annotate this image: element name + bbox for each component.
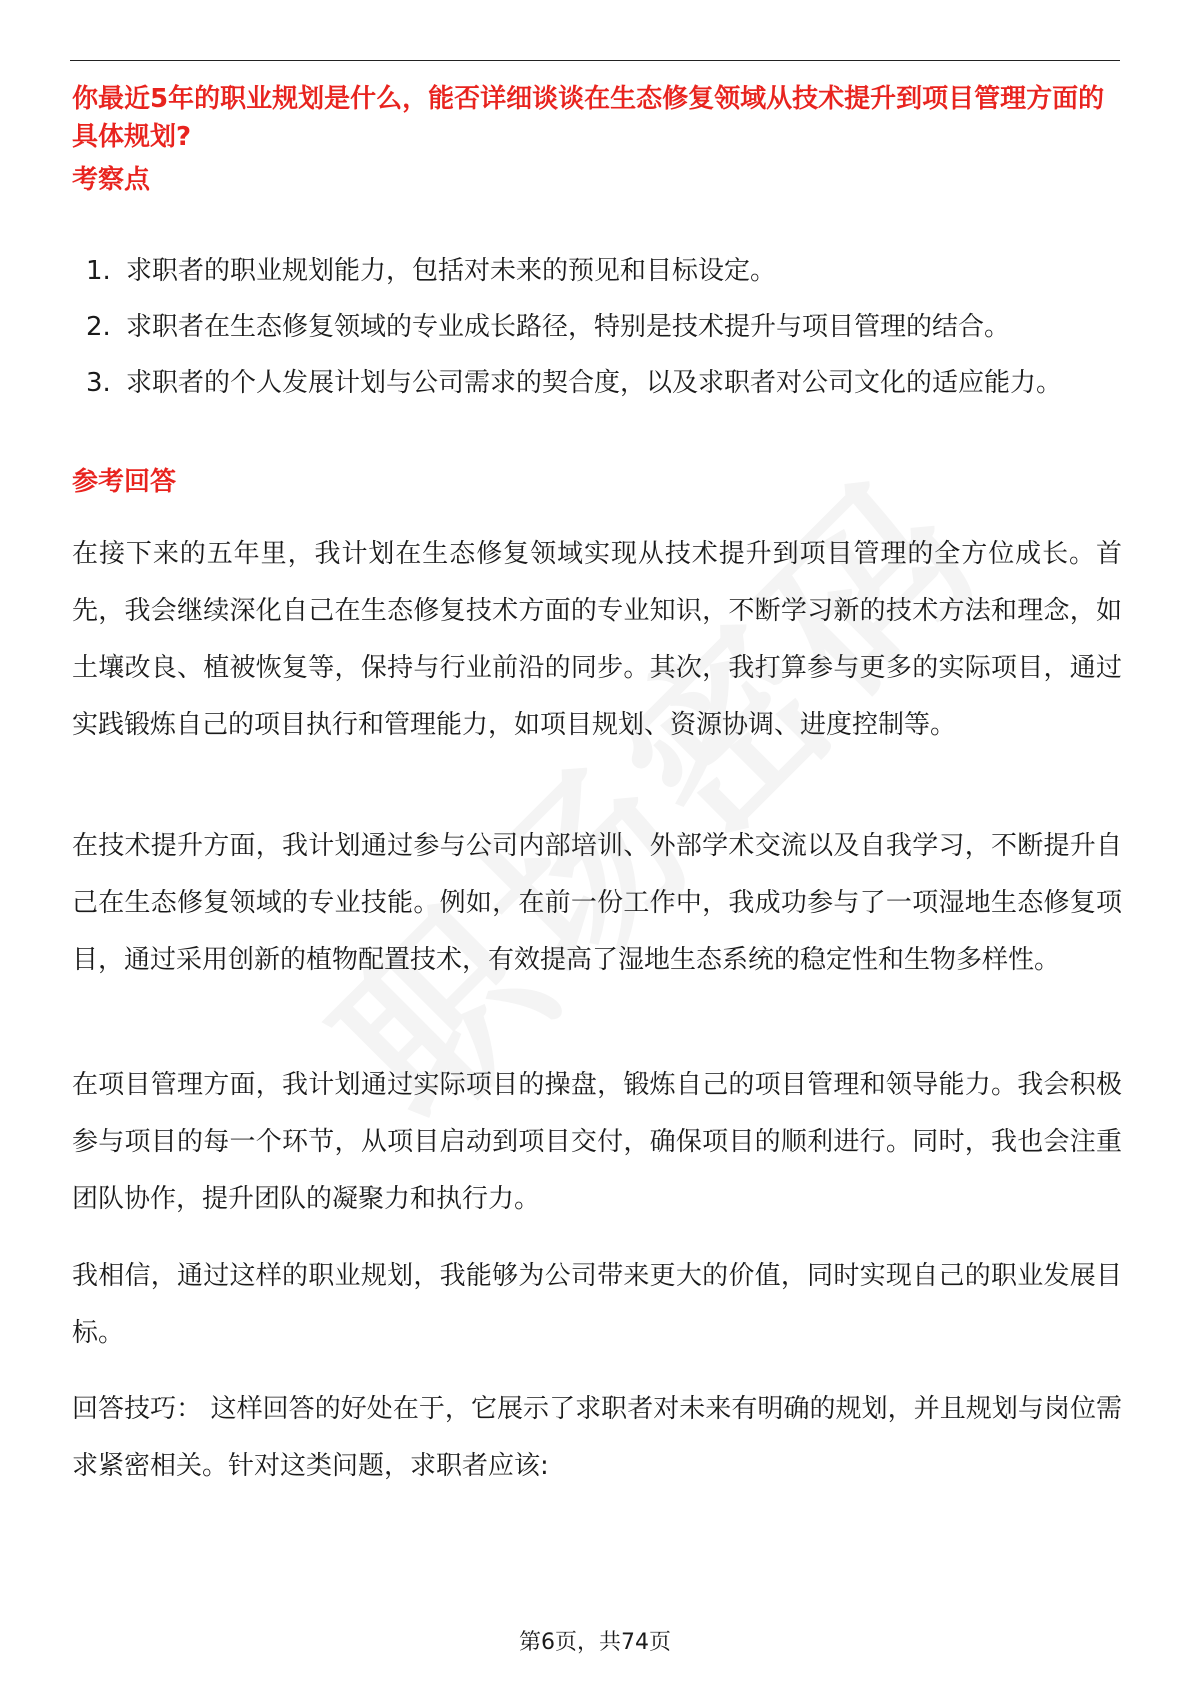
list-item [72, 299, 1122, 355]
exam-points-list [72, 243, 1122, 411]
list-item [72, 355, 1122, 411]
answer-tips: 回答技巧： 这样回答的好处在于，它展示了求职者对未来有明确的规划，并且规划与岗位需求紧密相关。针对这类问题，求职者应该: [72, 1394, 1122, 1481]
list-item-text: 求职者在生态修复领域的专业成长路径，特别是技术提升与项目管理的结合。 [126, 312, 1011, 342]
list-item-number: 1. [86, 256, 111, 286]
list-item-number: 3. [86, 368, 111, 398]
page-number: 第6页，共74页 [519, 1630, 671, 1655]
answer-paragraph: 我相信，通过这样的职业规划，我能够为公司带来更大的价值，同时实现自己的职业发展目标。 [72, 1261, 1122, 1348]
list-item [72, 243, 1122, 299]
top-divider [70, 60, 1120, 61]
answer-paragraph: 在接下来的五年里，我计划在生态修复领域实现从技术提升到项目管理的全方位成长。首先，我会继续深化自己在生态修复技术方面的专业知识，不断学习新的技术方法和理念，如土壤改良、植被恢复等，保持与行业前沿的同步。其次，我打算参与更多的实际项目，通过实践锻炼自己的项目执行和管理能力，如项目规划、资源协调、进度控制等。 [72, 539, 1122, 740]
answer-paragraph: 在项目管理方面，我计划通过实际项目的操盘，锻炼自己的项目管理和领导能力。我会积极参与项目的每一个环节，从项目启动到项目交付，确保项目的顺利进行。同时，我也会注重团队协作，提升团队的凝聚力和执行力。 [72, 1070, 1122, 1214]
answer-heading: 参考回答 [72, 467, 177, 497]
answer-paragraph: 在技术提升方面，我计划通过参与公司内部培训、外部学术交流以及自我学习，不断提升自己在生态修复领域的专业技能。例如，在前一份工作中，我成功参与了一项湿地生态修复项目，通过采用创新的植物配置技术，有效提高了湿地生态系统的稳定性和生物多样性。 [72, 831, 1122, 975]
list-item-text: 求职者的个人发展计划与公司需求的契合度，以及求职者对公司文化的适应能力。 [126, 368, 1063, 398]
list-item-number: 2. [86, 312, 111, 342]
exam-points-heading: 考察点 [72, 165, 151, 195]
list-item-text: 求职者的职业规划能力，包括对未来的预见和目标设定。 [126, 256, 777, 286]
question-title: 你最近5年的职业规划是什么，能否详细谈谈在生态修复领域从技术提升到项目管理方面的具体规划? [72, 84, 1105, 152]
